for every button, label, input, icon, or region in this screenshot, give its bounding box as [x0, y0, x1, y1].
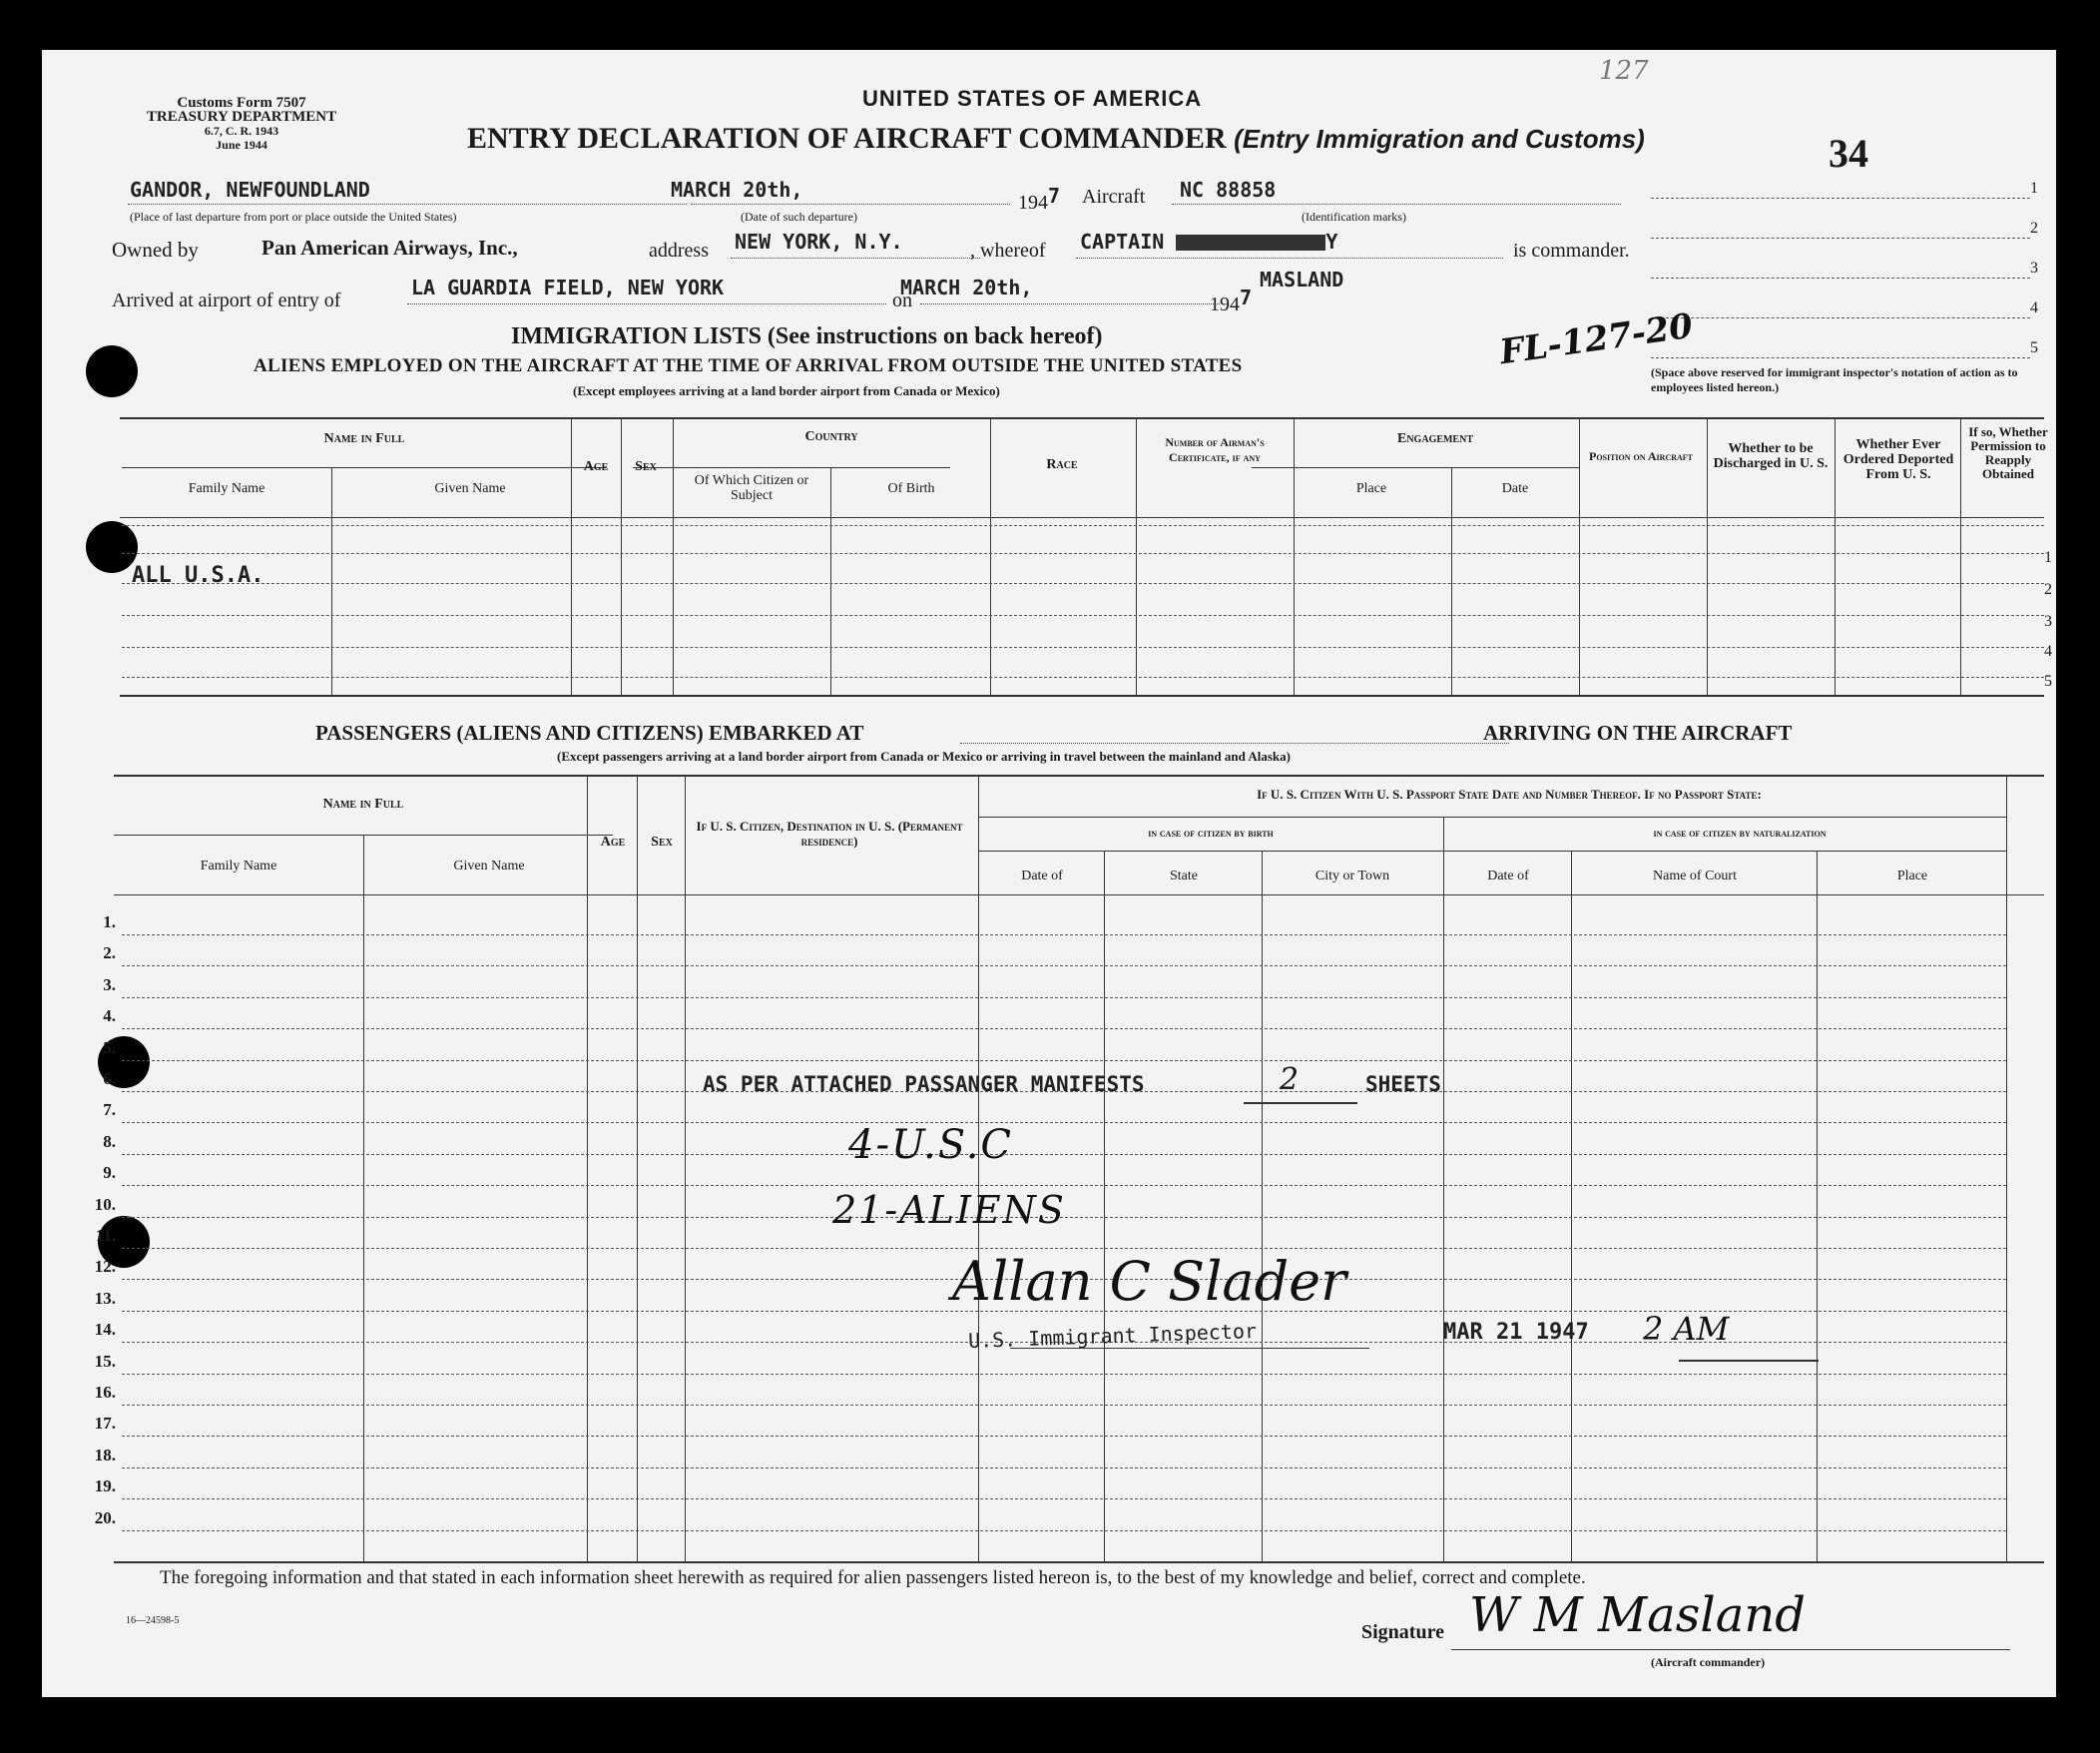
immigration-note: (Except employees arriving at a land border airport from Canada or Mexico) — [573, 383, 1000, 398]
form-title-sub: (Entry Immigration and Customs) — [1234, 124, 1645, 154]
usc-note: 4-U.S.C — [848, 1122, 1014, 1168]
imm-row-entry: ALL U.S.A. — [132, 563, 264, 588]
pax-header-age: Age — [600, 835, 626, 850]
imm-header-name: Name in Full — [323, 431, 405, 446]
imm-header-engagement: Engagement — [1396, 431, 1473, 446]
pax-row-number: 4. — [103, 1006, 116, 1025]
form-title — [467, 122, 1645, 156]
form-title-main: ENTRY DECLARATION OF AIRCRAFT COMMANDER — [467, 122, 1227, 155]
pax-row-number: 20. — [94, 1508, 116, 1527]
table-column-rule — [1451, 467, 1452, 695]
table-column-rule — [1262, 851, 1263, 1561]
signature-caption: (Aircraft commander) — [1651, 1655, 1766, 1669]
pax-row-number: 5. — [103, 1038, 116, 1057]
imm-header-discharged: Whether to be Discharged in U. S. — [1713, 441, 1829, 471]
imm-header-permission: If so, Whether Permission to Reapply Obtained — [1968, 424, 2048, 481]
table-row-rule — [122, 677, 2044, 678]
imm-row-number: 5 — [2044, 673, 2052, 690]
pax-row-number: 2. — [103, 943, 116, 962]
pax-row-number: 19. — [94, 1476, 116, 1495]
table-column-rule — [331, 467, 332, 695]
table-row-rule — [122, 553, 2044, 554]
departure-year — [1018, 184, 1060, 215]
pax-row-number: 9. — [103, 1163, 116, 1182]
pax-header-court: Name of Court — [1653, 869, 1737, 883]
pax-header-sex: Sex — [651, 835, 673, 850]
pax-header-name: Name in Full — [322, 797, 404, 812]
pax-row-number: 14. — [94, 1320, 116, 1339]
table-column-rule — [990, 417, 991, 695]
table-column-rule — [587, 775, 588, 1561]
year-prefix: 194 — [1210, 293, 1240, 315]
sheets-label: SHEETS — [1365, 1072, 1441, 1096]
table-row-rule — [122, 1498, 2006, 1499]
table-column-rule — [363, 835, 364, 1561]
manifest-line: AS PER ATTACHED PASSANGER MANIFESTS — [703, 1072, 1145, 1096]
aircraft-label: Aircraft — [1082, 186, 1146, 208]
table-column-rule — [1104, 851, 1105, 1561]
pax-row-number: 18. — [94, 1446, 116, 1464]
table-row-rule — [122, 1028, 2006, 1029]
table-row-rule — [122, 1405, 2006, 1406]
inspector-title: U.S. Immigrant Inspector — [967, 1318, 1258, 1354]
table-row-rule — [122, 525, 2044, 526]
pax-row-number: 6. — [103, 1069, 116, 1088]
table-row-rule — [122, 997, 2006, 998]
year-prefix: 194 — [1018, 192, 1048, 214]
table-row-rule — [122, 934, 2006, 935]
pax-header-city: City or Town — [1314, 869, 1390, 883]
passengers-title-right: ARRIVING ON THE AIRCRAFT — [1483, 721, 1793, 745]
form-code: 16—24598-5 — [126, 1615, 180, 1626]
owner-address: NEW YORK, N.Y. — [735, 230, 903, 254]
table-column-rule — [673, 417, 674, 695]
table-row-rule — [122, 1436, 2006, 1437]
table-column-rule — [1571, 851, 1572, 1561]
table-row-rule — [122, 615, 2044, 616]
arrival-year — [1210, 286, 1252, 316]
commander-name: MASLAND — [1260, 268, 1344, 292]
redaction-bar — [1176, 235, 1325, 251]
imm-row-number: 3 — [2044, 613, 2052, 630]
imm-header-airman: Number of Airman's Certificate, if any — [1165, 435, 1265, 464]
table-column-rule — [685, 775, 686, 1561]
year-suffix: 7 — [1048, 184, 1061, 208]
notation-number: 4 — [2030, 299, 2038, 316]
table-row-rule — [122, 1530, 2006, 1531]
table-column-rule — [1817, 851, 1818, 1561]
notation-line — [1651, 198, 2030, 199]
imm-header-citizen: Of Which Citizen or Subject — [694, 473, 809, 503]
pax-row-number: 10. — [94, 1195, 116, 1214]
immigration-subtitle: ALIENS EMPLOYED ON THE AIRCRAFT AT THE TIME OF ARRIVAL FROM OUTSIDE THE UNITED STATES — [254, 355, 1243, 376]
country-title: UNITED STATES OF AMERICA — [862, 86, 1203, 111]
commander-title: CAPTAIN — [1080, 230, 1165, 254]
signature-label: Signature — [1361, 1621, 1444, 1643]
table-column-rule — [1960, 417, 1961, 695]
table-row-rule — [122, 1122, 2006, 1123]
address-label: address — [649, 240, 709, 262]
table-column-rule — [1443, 817, 1444, 1561]
table-row-rule — [122, 1154, 2006, 1155]
certification-text: The foregoing information and that stated in each information sheet herewith as required for alien passengers listed hereon is, to the best of my knowledge and belief, correct and complete. — [160, 1567, 1586, 1588]
pax-row-number: 13. — [94, 1289, 116, 1308]
departure-date: MARCH 20th, — [671, 178, 803, 202]
imm-row-number: 2 — [2044, 581, 2052, 598]
imm-header-race: Race — [1046, 457, 1078, 472]
pax-row-number: 16. — [94, 1383, 116, 1402]
table-column-rule — [1294, 417, 1295, 695]
department-name: TREASURY DEPARTMENT — [146, 109, 337, 125]
imm-header-deported: Whether Ever Ordered Deported From U. S. — [1842, 437, 1954, 482]
table-column-rule — [830, 467, 831, 695]
immigration-title: IMMIGRATION LISTS (See instructions on back hereof) — [511, 323, 1103, 349]
pax-header-state: State — [1170, 869, 1198, 883]
imm-header-sex: Sex — [635, 459, 657, 474]
inspector-note: (Space above reserved for immigrant inspector's notation of action as to employees listed hereon.) — [1651, 365, 2018, 394]
page-number: 34 — [1829, 131, 1868, 176]
passengers-title-left: PASSENGERS (ALIENS AND CITIZENS) EMBARKED AT — [315, 721, 864, 745]
stamp-date: MAR 21 1947 — [1443, 1320, 1589, 1345]
notation-number: 1 — [2030, 180, 2038, 197]
pax-row-number: 8. — [103, 1132, 116, 1151]
table-row-rule — [122, 583, 2044, 584]
table-row-rule — [122, 1374, 2006, 1375]
imm-header-birth: Of Birth — [887, 481, 935, 496]
pax-row-number: 7. — [103, 1100, 116, 1119]
table-column-rule — [2006, 775, 2007, 1561]
entry-airport: LA GUARDIA FIELD, NEW YORK — [411, 276, 725, 299]
pax-row-number: 12. — [94, 1257, 116, 1276]
customs-form-id: Customs Form 7507 — [177, 95, 306, 111]
pax-header-place: Place — [1896, 869, 1928, 883]
notation-number: 5 — [2030, 339, 2038, 356]
table-row-rule — [122, 965, 2006, 966]
notation-line — [1651, 238, 2030, 239]
sheets-count: 2 — [1280, 1062, 1300, 1097]
table-row-rule — [122, 647, 2044, 648]
is-commander-label: is commander. — [1513, 240, 1630, 262]
form-date: June 1944 — [216, 138, 267, 152]
imm-header-age: Age — [583, 459, 609, 474]
table-row-rule — [122, 1467, 2006, 1468]
pax-row-number: 17. — [94, 1414, 116, 1433]
owner-name: Pan American Airways, Inc., — [262, 236, 518, 260]
pax-row-number: 1. — [103, 912, 116, 931]
table-column-rule — [978, 775, 979, 1561]
notation-line — [1651, 278, 2030, 279]
commander-signature: W M Masland — [1469, 1587, 1807, 1643]
punch-hole — [86, 345, 138, 397]
notation-line — [1651, 317, 2030, 318]
regulation-ref: 6.7, C. R. 1943 — [204, 124, 279, 138]
year-suffix: 7 — [1240, 286, 1253, 309]
imm-row-number: 4 — [2044, 643, 2052, 660]
imm-header-place: Place — [1355, 481, 1387, 496]
table-row-rule — [122, 1248, 2006, 1249]
pax-header-destination: If U. S. Citizen, Destination in U. S. (Permanent residence) — [696, 819, 963, 849]
aircraft-id-caption: (Identification marks) — [1302, 210, 1406, 224]
on-label: on — [892, 290, 912, 311]
imm-header-date: Date — [1501, 481, 1529, 496]
table-column-rule — [1136, 417, 1137, 695]
table-row-rule — [122, 1185, 2006, 1186]
pax-header-family: Family Name — [200, 859, 277, 874]
aliens-note: 21-ALIENS — [832, 1188, 1066, 1232]
table-row-rule — [122, 1060, 2006, 1061]
table-column-rule — [637, 775, 638, 1561]
arrival-date: MARCH 20th, — [900, 276, 1033, 299]
inspector-signature: Allan C Slader — [952, 1250, 1346, 1313]
pax-row-number: 15. — [94, 1352, 116, 1371]
pax-row-number: 11. — [95, 1226, 116, 1245]
pax-header-date-of: Date of — [1021, 869, 1063, 883]
notation-number: 2 — [2030, 220, 2038, 237]
pax-header-date-of-2: Date of — [1487, 869, 1529, 883]
pax-header-passport: If U. S. Citizen With U. S. Passport State Date and Number Thereof. If no Passport State: — [1257, 787, 1762, 802]
imm-header-country: Country — [804, 429, 858, 444]
time-note: 2 AM — [1643, 1310, 1730, 1348]
commander — [1080, 230, 1337, 254]
passengers-note: (Except passengers arriving at a land border airport from Canada or Mexico or arriving in travel between the mainland and Alaska) — [557, 749, 1291, 764]
imm-header-family: Family Name — [188, 481, 265, 496]
imm-row-number: 1 — [2044, 549, 2052, 566]
owned-by-label: Owned by — [112, 238, 199, 262]
pax-header-by-naturalization: in case of citizen by naturalization — [1653, 828, 1827, 840]
file-number: FL-127-20 — [1497, 305, 1696, 373]
departure-place: GANDOR, NEWFOUNDLAND — [130, 178, 370, 202]
arrived-label: Arrived at airport of entry of — [112, 290, 341, 311]
commander-suffix: Y — [1325, 230, 1338, 254]
notation-line — [1651, 357, 2030, 358]
notation-number: 3 — [2030, 260, 2038, 277]
pax-header-given: Given Name — [453, 859, 525, 874]
document-sheet — [42, 50, 2056, 1697]
pax-row-number: 3. — [103, 975, 116, 994]
imm-header-position: Position on Aircraft — [1588, 449, 1693, 463]
aircraft-id: NC 88858 — [1180, 178, 1277, 202]
departure-date-caption: (Date of such departure) — [741, 210, 857, 224]
pax-header-by-birth: in case of citizen by birth — [1148, 828, 1274, 840]
whereof-label: , whereof — [970, 240, 1046, 262]
top-note: 127 — [1599, 56, 1649, 86]
punch-hole — [86, 521, 138, 573]
table-column-rule — [1835, 417, 1836, 695]
departure-place-caption: (Place of last departure from port or place outside the United States) — [130, 210, 457, 224]
table-column-rule — [571, 417, 572, 695]
imm-header-given: Given Name — [434, 481, 506, 496]
